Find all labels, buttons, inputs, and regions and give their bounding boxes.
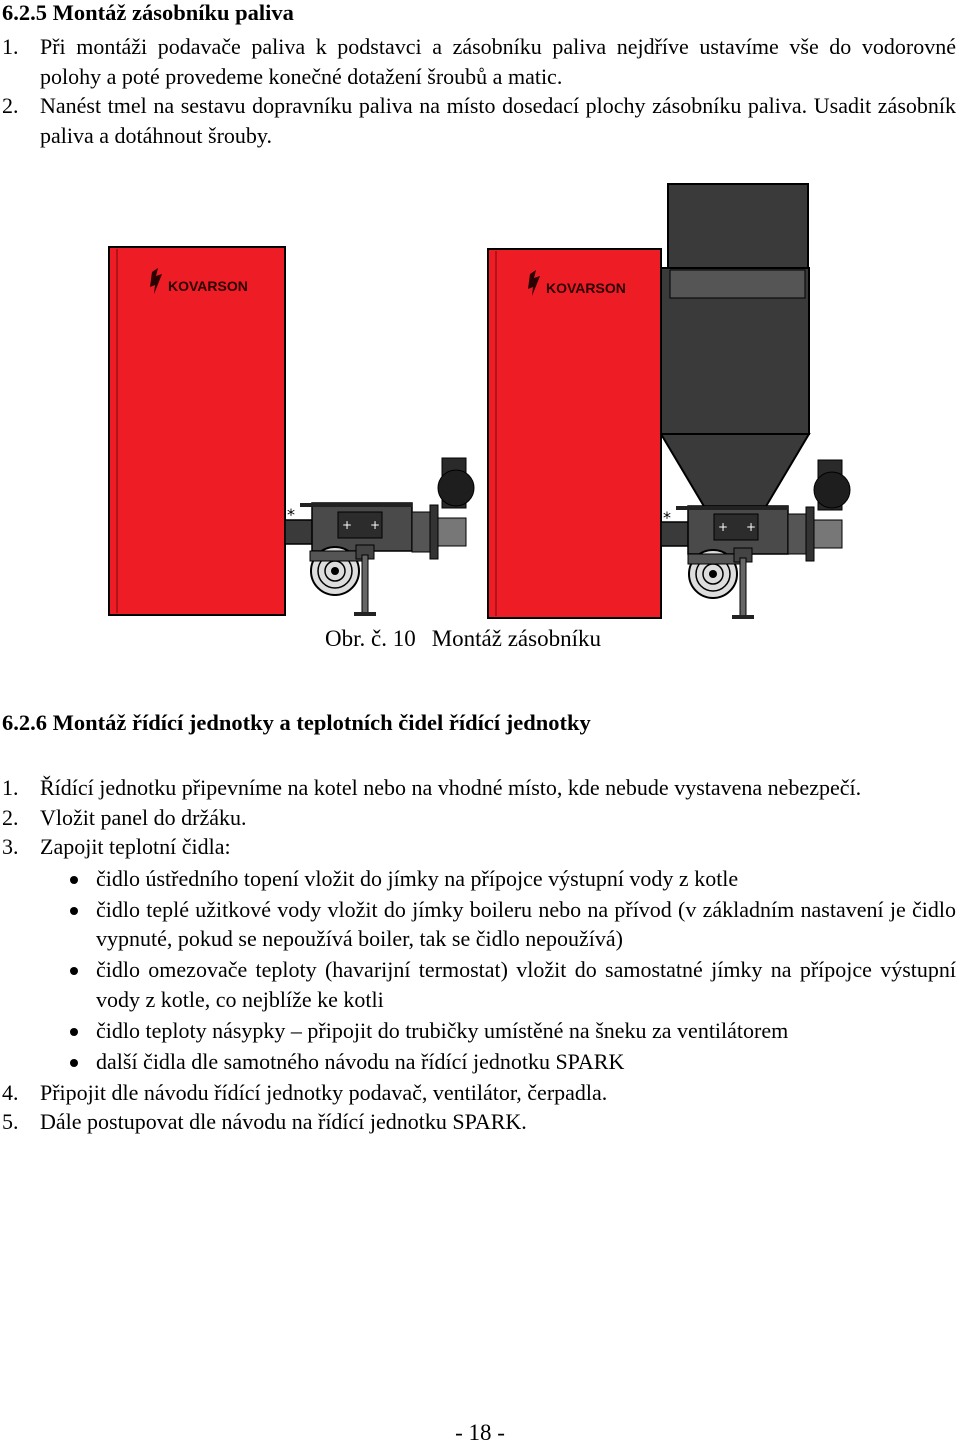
brand-logo-text: KOVARSON — [546, 280, 626, 296]
hopper-funnel — [661, 434, 809, 508]
boiler-body — [488, 249, 661, 618]
bullet-icon — [70, 1059, 78, 1067]
bullet-icon — [70, 907, 78, 915]
svg-text:+: + — [370, 518, 381, 532]
step-number: 2. — [2, 804, 19, 830]
list-item — [2, 832, 956, 1076]
fan-motor — [438, 470, 474, 506]
bullet-text: čidlo ústředního topení vložit do jímky na přípojce výstupní vody z kotle — [96, 865, 739, 891]
hopper-lid — [668, 184, 808, 268]
list-item — [2, 803, 956, 833]
boiler-body — [109, 247, 285, 615]
list-item — [2, 773, 956, 803]
bullet-icon — [70, 967, 78, 975]
list-item — [40, 1047, 956, 1077]
list-item — [40, 895, 956, 954]
bullet-icon — [70, 1028, 78, 1036]
hopper-assembly-figure — [0, 170, 960, 630]
svg-text:*: * — [663, 508, 671, 527]
boiler-with-hopper — [488, 184, 850, 619]
step-number: 5. — [2, 1109, 19, 1134]
step-number: 1. — [2, 34, 19, 59]
boiler-without-hopper — [109, 247, 474, 616]
step-number: 2. — [2, 93, 19, 118]
list-item — [40, 955, 956, 1014]
list-item — [2, 32, 956, 91]
list-item — [40, 864, 956, 894]
list-item — [40, 1016, 956, 1046]
svg-text:*: * — [287, 505, 295, 524]
figure-title: Montáž zásobníku — [431, 626, 601, 651]
bullet-text: další čidla dle samotného návodu na řídící jednotku SPARK — [96, 1048, 625, 1074]
step-text: Dále postupovat dle návodu na řídící jednotku SPARK. — [40, 1109, 527, 1134]
step-text: Při montáži podavače paliva k podstavci a zásobníku paliva nejdříve ustavíme vše do vodorovné polohy a poté provedeme konečné dotažení šroubů a matic. — [40, 34, 956, 89]
bullet-text: čidlo teplé užitkové vody vložit do jímky boileru nebo na přívod (v základním nastavení je čidlo vypnuté, pokud se nepoužívá boiler, tak se čidlo nepoužívá) — [96, 896, 956, 951]
list-item — [2, 1078, 956, 1108]
section-heading-6-2-5: 6.2.5 Montáž zásobníku paliva — [2, 0, 294, 25]
brand-logo-text: KOVARSON — [168, 278, 248, 294]
bullet-text: čidlo teploty násypky – připojit do trubičky umístěné na šneku za ventilátorem — [96, 1017, 789, 1043]
section-heading-6-2-6: 6.2.6 Montáž řídící jednotky a teplotních čidel řídící jednotky — [2, 710, 591, 735]
list-item — [2, 91, 956, 150]
sensor-bullet-list — [40, 864, 956, 1077]
step-text: Vložit panel do držáku. — [40, 804, 247, 830]
page-number: - 18 - — [455, 1420, 505, 1445]
assembly-steps-list — [2, 32, 956, 150]
step-number: 3. — [2, 834, 19, 859]
step-number: 1. — [2, 775, 19, 800]
step-text: Připojit dle návodu řídící jednotky podavač, ventilátor, čerpadla. — [40, 1079, 608, 1105]
step-text: Nanést tmel na sestavu dopravníku paliva na místo dosedací plochy zásobníku paliva. Usadit zásobník paliva a dotáhnout šrouby. — [40, 93, 956, 148]
list-item — [2, 1107, 956, 1137]
fan-motor — [814, 472, 850, 508]
svg-text:+: + — [342, 518, 353, 532]
control-unit-steps-list — [2, 773, 956, 1137]
step-text: Zapojit teplotní čidla: — [40, 834, 231, 859]
figure-label: Obr. č. 10 — [325, 626, 416, 651]
figure-caption — [325, 624, 601, 654]
svg-text:+: + — [746, 520, 757, 534]
bullet-icon — [70, 876, 78, 884]
svg-text:+: + — [718, 520, 729, 534]
step-text: Řídící jednotku připevníme na kotel nebo na vhodné místo, kde nebude vystavena nebezpečí. — [40, 775, 862, 800]
bullet-text: čidlo omezovače teploty (havarijní termostat) vložit do samostatné jímky na přípojce výstupní vody z kotle, co nejblíže ke kotli — [96, 957, 956, 1012]
step-number: 4. — [2, 1079, 19, 1105]
